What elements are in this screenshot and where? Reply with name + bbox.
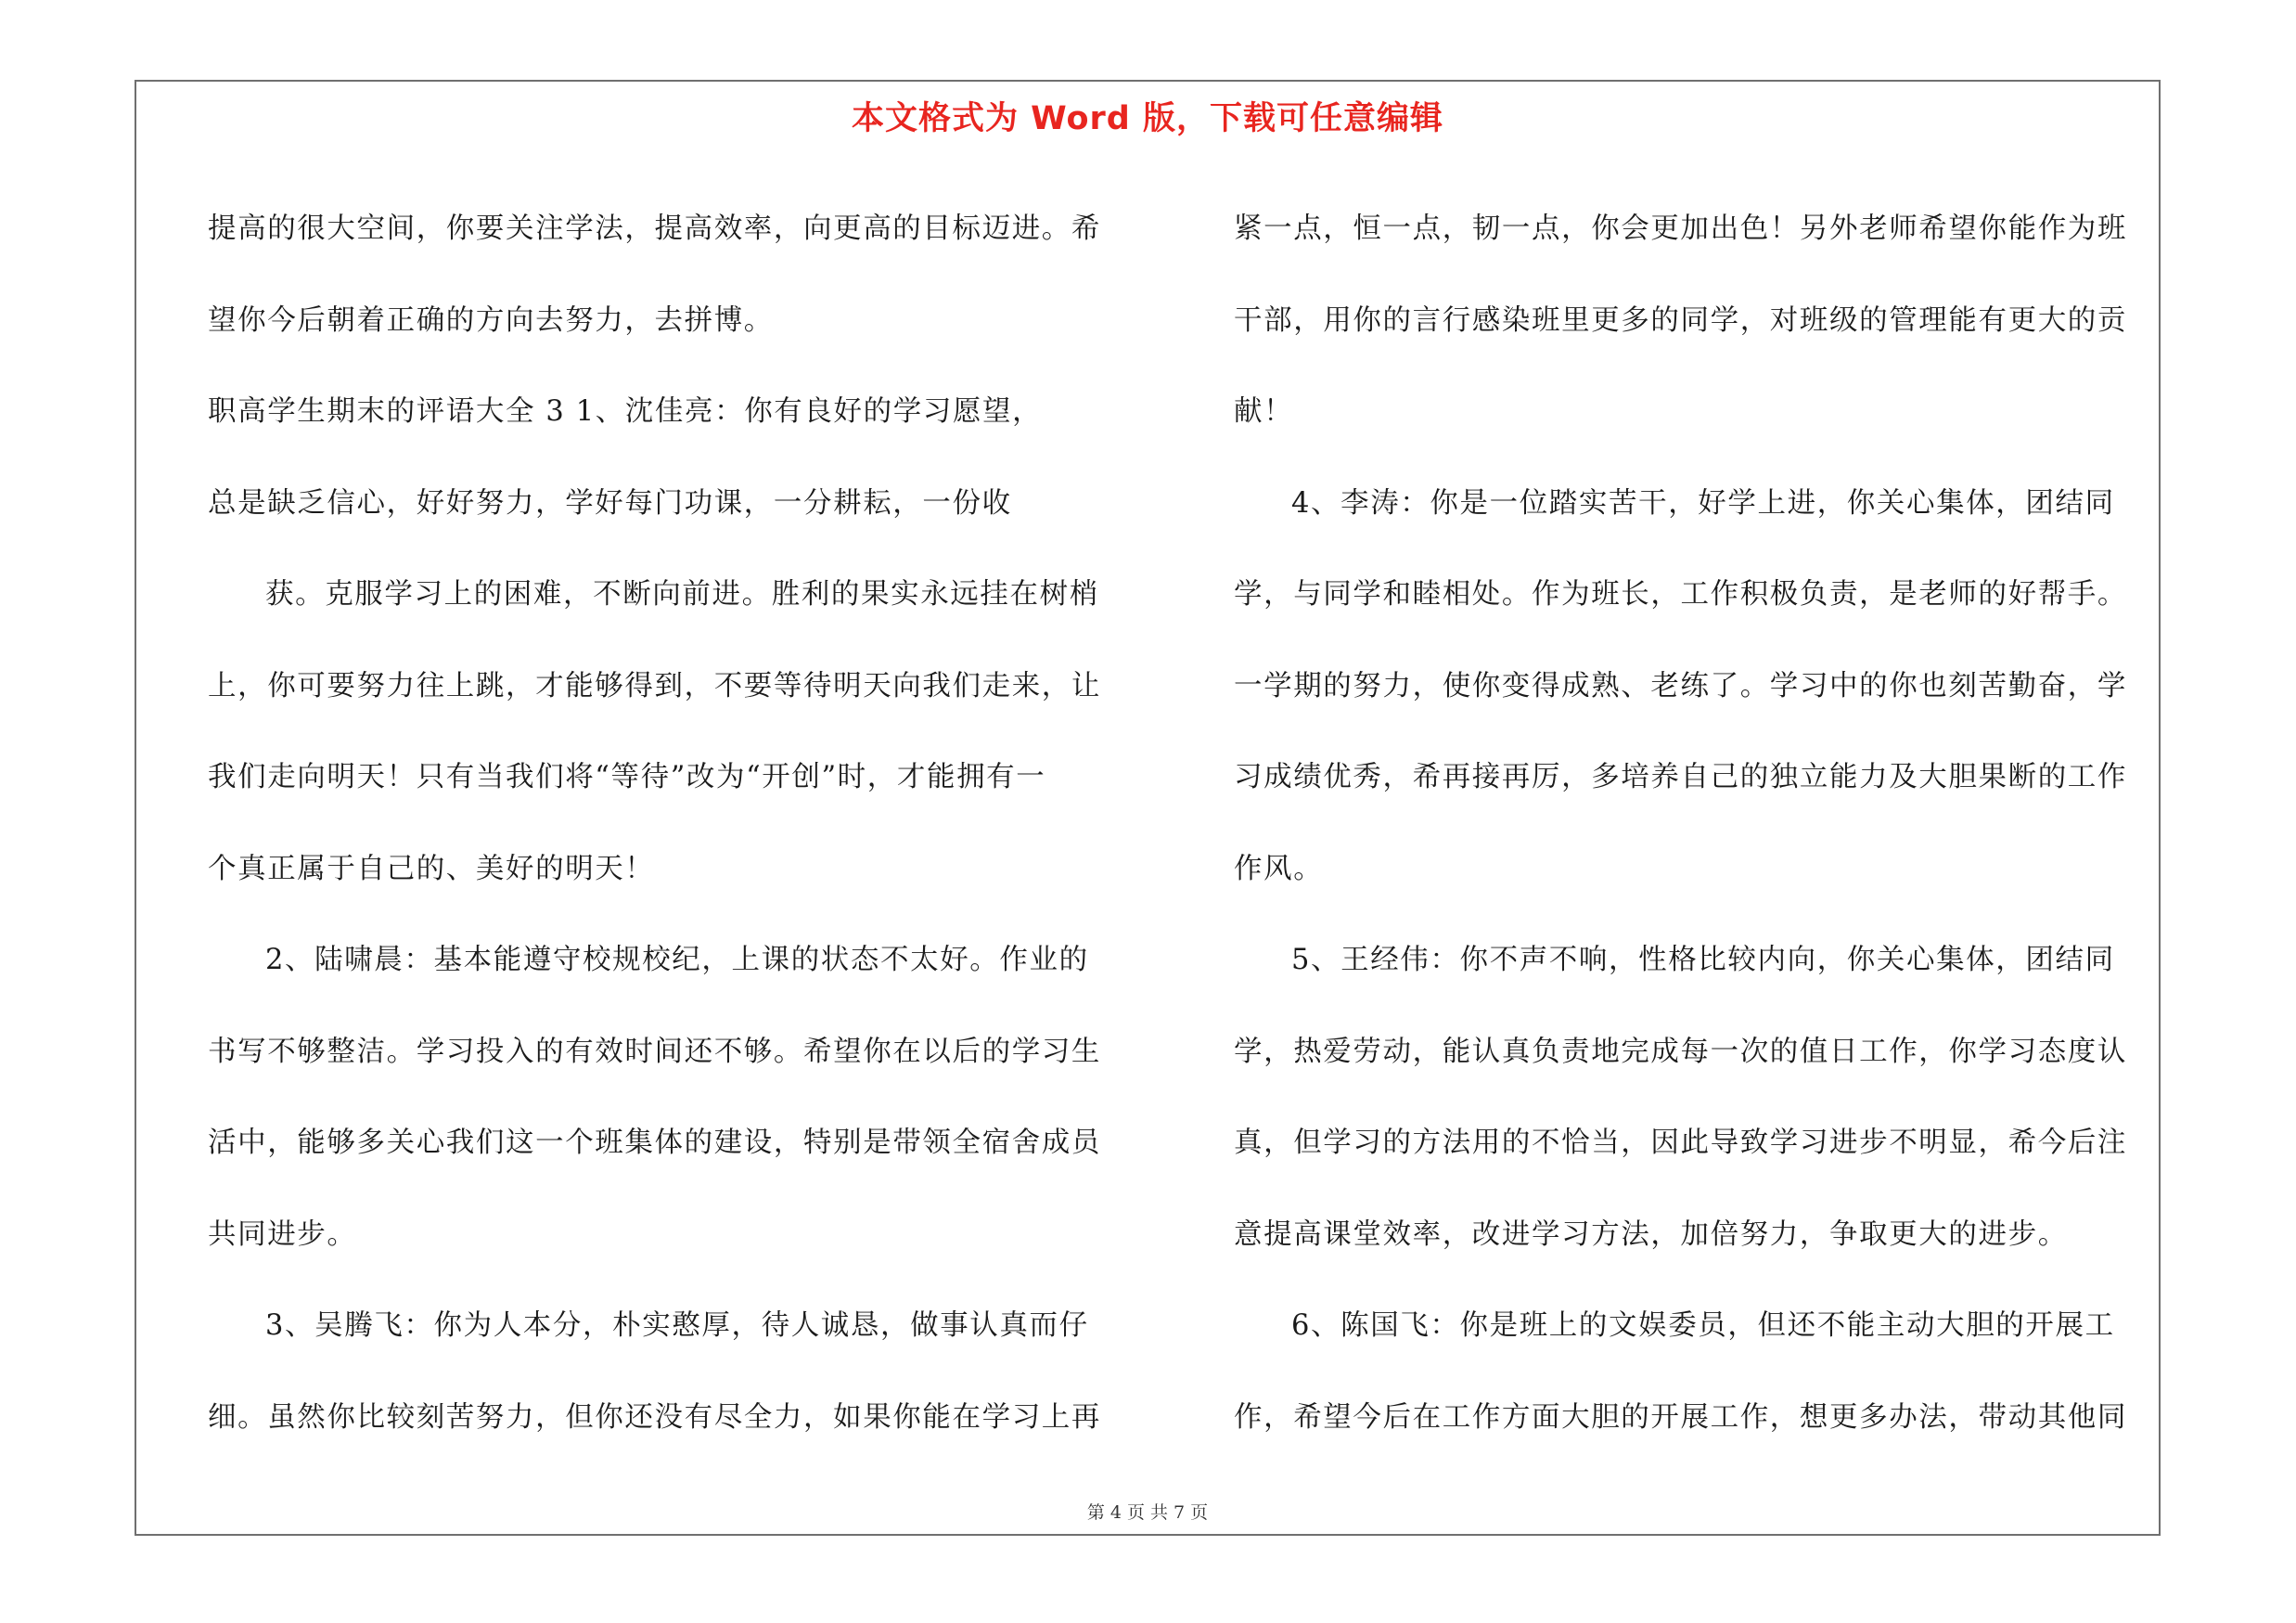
text-line: 紧一点，恒一点，韧一点，你会更加出色！另外老师希望你能作为班 (1234, 213, 2127, 245)
text-line: 共同进步。 (208, 1217, 357, 1251)
text-line: 作，希望今后在工作方面大胆的开展工作，想更多办法，带动其他同 (1234, 1400, 2127, 1434)
text-line: 活中，能够多关心我们这一个班集体的建设，特别是带领全宿舍成员 (208, 1127, 1101, 1159)
text-line: 学，与同学和睦相处。作为班长，工作积极负责，是老师的好帮手。 (1234, 578, 2127, 611)
text-line: 望你今后朝着正确的方向去努力，去拼博。 (208, 303, 774, 337)
text-line: 书写不够整洁。学习投入的有效时间还不够。希望你在以后的学习生 (208, 1035, 1101, 1068)
word-format-banner: 本文格式为 Word 版，下载可任意编辑 (851, 100, 1444, 137)
text-line: 获。克服学习上的困难，不断向前进。胜利的果实永远挂在树梢 (265, 578, 1099, 611)
right-column (1234, 184, 2161, 1463)
text-line: 提高的很大空间，你要关注学法，提高效率，向更高的目标迈进。希 (208, 213, 1101, 245)
text-line: 作风。 (1234, 852, 1324, 885)
text-line: 献！ (1234, 395, 1294, 428)
text-line: 意提高课堂效率，改进学习方法，加倍努力，争取更大的进步。 (1234, 1217, 2068, 1251)
text-line: 细。虽然你比较刻苦努力，但你还没有尽全力，如果你能在学习上再 (208, 1400, 1101, 1434)
text-line: 上，你可要努力往上跳，才能够得到，不要等待明天向我们走来，让 (208, 669, 1101, 702)
page-number-footer: 第 4 页 共 7 页 (1086, 1502, 1209, 1523)
text-line: 总是缺乏信心，好好努力，学好每门功课，一分耕耘，一份收 (208, 486, 1012, 520)
text-line: 真，但学习的方法用的不恰当，因此导致学习进步不明显，希今后注 (1234, 1127, 2127, 1159)
text-line: 我们走向明天！只有当我们将“等待”改为“开创”时，才能拥有一 (208, 761, 1046, 793)
text-line: 学，热爱劳动，能认真负责地完成每一次的值日工作，你学习态度认 (1234, 1035, 2127, 1068)
text-line: 习成绩优秀，希再接再厉，多培养自己的独立能力及大胆果断的工作 (1234, 761, 2127, 793)
text-line: 个真正属于自己的、美好的明天！ (208, 852, 655, 885)
text-line: 职高学生期末的评语大全 3 1、沈佳亮：你有良好的学习愿望， (208, 395, 1043, 428)
text-line: 干部，用你的言行感染班里更多的同学，对班级的管理能有更大的贡 (1234, 303, 2127, 337)
text-line: 4、李涛：你是一位踏实苦干，好学上进，你关心集体，团结同 (1291, 486, 2115, 520)
text-line: 一学期的努力，使你变得成熟、老练了。学习中的你也刻苦勤奋，学 (1234, 669, 2127, 702)
text-line: 6、陈国飞：你是班上的文娱委员，但还不能主动大胆的开展工 (1291, 1309, 2115, 1342)
text-line: 3、吴腾飞：你为人本分，朴实憨厚，待人诚恳，做事认真而仔 (265, 1309, 1089, 1342)
page-frame (135, 80, 2161, 1536)
left-column (208, 184, 1135, 1463)
text-line: 5、王经伟：你不声不响，性格比较内向，你关心集体，团结同 (1291, 944, 2115, 976)
text-line: 2、陆啸晨：基本能遵守校规校纪，上课的状态不太好。作业的 (265, 944, 1089, 976)
